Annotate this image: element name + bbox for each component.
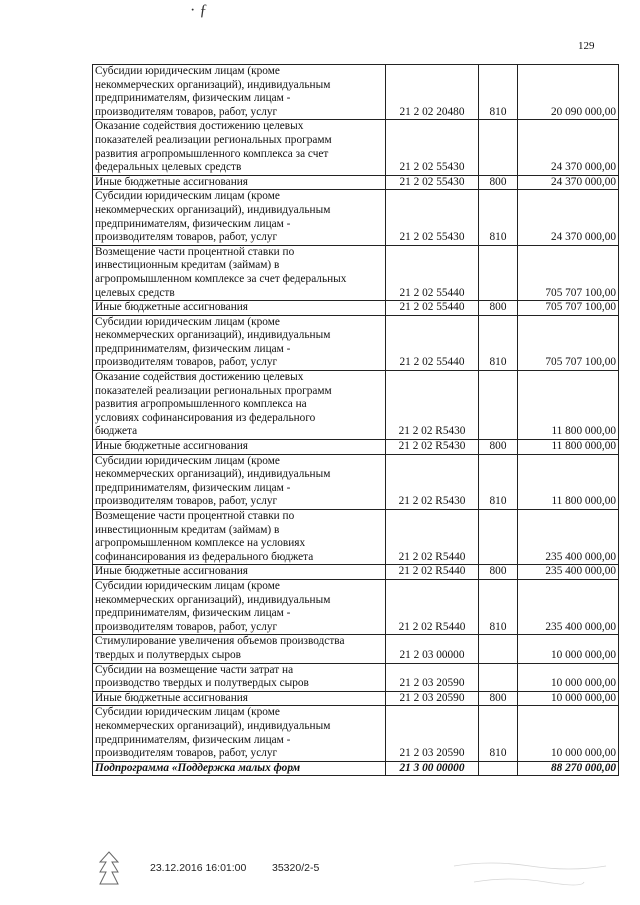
row-amount-cell: 24 370 000,00 xyxy=(518,190,619,245)
row-code-cell: 21 2 02 R5440 xyxy=(386,579,479,634)
row-name-line: Субсидии юридическим лицам (кроме xyxy=(95,190,280,203)
budget-table xyxy=(92,64,619,776)
row-amount-cell: 235 400 000,00 xyxy=(518,579,619,634)
row-name-line: Иные бюджетные ассигнования xyxy=(95,691,248,704)
table-row xyxy=(93,706,619,761)
row-code-cell: 21 2 02 R5440 xyxy=(386,565,479,580)
row-type-cell xyxy=(479,120,518,175)
row-name-line: некоммерческих организаций), индивидуальным xyxy=(95,203,331,216)
row-amount-cell: 10 000 000,00 xyxy=(518,663,619,691)
row-name-line: Субсидии юридическим лицам (кроме xyxy=(95,315,280,328)
row-name-line: Возмещение части процентной ставки по xyxy=(95,245,295,258)
row-name-line: производство твердых и полутвердых сыров xyxy=(95,677,309,690)
row-name-line: некоммерческих организаций), индивидуальным xyxy=(95,329,331,342)
row-name-line: предпринимателям, физическим лицам - xyxy=(95,607,291,620)
row-amount-cell: 705 707 100,00 xyxy=(518,301,619,316)
row-code-cell: 21 2 03 20590 xyxy=(386,706,479,761)
row-amount-cell: 24 370 000,00 xyxy=(518,175,619,190)
row-code-cell: 21 3 00 00000 xyxy=(386,761,479,776)
row-name-line: агропромышленном комплексе на условиях xyxy=(95,537,306,550)
row-name-cell xyxy=(93,663,386,691)
row-code-cell: 21 2 03 20590 xyxy=(386,691,479,706)
row-amount-cell: 10 000 000,00 xyxy=(518,635,619,663)
row-code-cell: 21 2 02 55440 xyxy=(386,315,479,370)
row-name-line: Возмещение части процентной ставки по xyxy=(95,510,295,522)
table-row xyxy=(93,120,619,175)
row-type-cell: 800 xyxy=(479,691,518,706)
row-name-line: производителям товаров, работ, услуг xyxy=(95,356,278,369)
table-row xyxy=(93,635,619,663)
page-number: 129 xyxy=(578,40,595,52)
row-name-line: некоммерческих организаций), индивидуальным xyxy=(95,468,331,481)
row-name-cell xyxy=(93,706,386,761)
row-name-line: агропромышленном комплексе за счет федеральных xyxy=(95,272,347,285)
footer-doc-number: 35320/2-5 xyxy=(272,862,320,874)
row-name-line: бюджета xyxy=(95,425,138,438)
row-code-cell: 21 2 02 20480 xyxy=(386,65,479,120)
row-type-cell xyxy=(479,663,518,691)
table-row xyxy=(93,510,619,565)
table-row xyxy=(93,301,619,316)
watermark-stamp xyxy=(450,856,610,890)
row-name-line: софинансирования из федерального бюджета xyxy=(95,550,314,563)
row-amount-cell: 235 400 000,00 xyxy=(518,510,619,565)
row-code-cell: 21 2 03 20590 xyxy=(386,663,479,691)
row-code-cell: 21 2 02 55430 xyxy=(386,190,479,245)
row-name-line: производителям товаров, работ, услуг xyxy=(95,620,278,633)
row-name-line: Иные бюджетные ассигнования xyxy=(95,565,248,578)
row-name-cell xyxy=(93,315,386,370)
row-code-cell: 21 2 03 00000 xyxy=(386,635,479,663)
row-amount-cell: 88 270 000,00 xyxy=(518,761,619,776)
row-code-cell: 21 2 02 R5430 xyxy=(386,371,479,440)
row-code-cell: 21 2 02 R5430 xyxy=(386,454,479,509)
row-type-cell: 800 xyxy=(479,301,518,316)
row-type-cell: 810 xyxy=(479,315,518,370)
row-amount-cell: 11 800 000,00 xyxy=(518,440,619,455)
row-name-cell xyxy=(93,65,386,120)
footer-date: 23.12.2016 16:01:00 xyxy=(150,862,247,874)
row-name-line: Оказание содействия достижению целевых xyxy=(95,371,304,384)
row-name-cell xyxy=(93,190,386,245)
row-name-line: Иные бюджетные ассигнования xyxy=(95,175,248,188)
table-row xyxy=(93,454,619,509)
row-type-cell: 810 xyxy=(479,706,518,761)
row-name-line: целевых средств xyxy=(95,286,175,299)
row-name-line: предпринимателям, физическим лицам - xyxy=(95,92,291,105)
row-name-line: Стимулирование увеличения объемов производства xyxy=(95,635,345,648)
row-code-cell: 21 2 02 R5430 xyxy=(386,440,479,455)
row-name-line: предпринимателям, физическим лицам - xyxy=(95,342,291,355)
row-name-line: Подпрограмма «Поддержка малых форм xyxy=(95,761,301,774)
row-name-line: предпринимателям, физическим лицам - xyxy=(95,217,291,230)
row-name-line: предпринимателям, физическим лицам - xyxy=(95,733,291,746)
table-row xyxy=(93,245,619,300)
row-name-cell xyxy=(93,245,386,300)
table-row xyxy=(93,65,619,120)
row-name-line: условиях софинансирования из федерального xyxy=(95,411,316,424)
row-name-line: инвестиционным кредитам (займам) в xyxy=(95,259,280,272)
row-name-line: некоммерческих организаций), индивидуальным xyxy=(95,78,331,91)
row-name-line: развития агропромышленного комплекса на xyxy=(95,398,307,411)
row-type-cell: 810 xyxy=(479,190,518,245)
row-name-line: производителям товаров, работ, услуг xyxy=(95,747,278,760)
row-amount-cell: 20 090 000,00 xyxy=(518,65,619,120)
table-row xyxy=(93,190,619,245)
row-name-line: Субсидии юридическим лицам (кроме xyxy=(95,579,280,592)
row-code-cell: 21 2 02 55430 xyxy=(386,120,479,175)
row-type-cell: 810 xyxy=(479,579,518,634)
row-amount-cell: 10 000 000,00 xyxy=(518,706,619,761)
row-name-line: Иные бюджетные ассигнования xyxy=(95,301,248,314)
row-code-cell: 21 2 02 55440 xyxy=(386,245,479,300)
row-name-line: производителям товаров, работ, услуг xyxy=(95,105,278,118)
row-name-line: твердых и полутвердых сыров xyxy=(95,648,241,661)
row-name-cell xyxy=(93,454,386,509)
row-name-cell xyxy=(93,120,386,175)
row-name-cell xyxy=(93,579,386,634)
row-name-line: инвестиционным кредитам (займам) в xyxy=(95,523,280,536)
row-code-cell: 21 2 02 R5440 xyxy=(386,510,479,565)
table-row xyxy=(93,175,619,190)
row-name-cell xyxy=(93,175,386,190)
row-name-cell xyxy=(93,301,386,316)
row-name-line: Субсидии юридическим лицам (кроме xyxy=(95,65,280,77)
row-name-line: Субсидии на возмещение части затрат на xyxy=(95,663,294,676)
row-name-cell xyxy=(93,635,386,663)
row-name-line: производителям товаров, работ, услуг xyxy=(95,231,278,244)
budget-table-body xyxy=(93,65,619,776)
table-row xyxy=(93,663,619,691)
row-name-line: показателей реализации региональных программ xyxy=(95,133,332,146)
row-amount-cell: 705 707 100,00 xyxy=(518,315,619,370)
row-amount-cell: 235 400 000,00 xyxy=(518,565,619,580)
row-type-cell: 800 xyxy=(479,440,518,455)
row-name-line: некоммерческих организаций), индивидуальным xyxy=(95,593,331,606)
table-row xyxy=(93,440,619,455)
row-code-cell: 21 2 02 55430 xyxy=(386,175,479,190)
row-amount-cell: 11 800 000,00 xyxy=(518,371,619,440)
row-name-cell xyxy=(93,510,386,565)
row-type-cell: 810 xyxy=(479,65,518,120)
table-row xyxy=(93,315,619,370)
row-name-cell xyxy=(93,691,386,706)
handwritten-mark: · ƒ xyxy=(190,2,208,19)
row-type-cell xyxy=(479,245,518,300)
row-type-cell xyxy=(479,761,518,776)
row-name-cell xyxy=(93,565,386,580)
row-name-line: Оказание содействия достижению целевых xyxy=(95,120,304,133)
row-name-line: показателей реализации региональных программ xyxy=(95,384,332,397)
row-type-cell xyxy=(479,510,518,565)
document-stamp-icon xyxy=(98,850,120,890)
row-name-line: Иные бюджетные ассигнования xyxy=(95,440,248,453)
table-row xyxy=(93,371,619,440)
table-row xyxy=(93,691,619,706)
table-row xyxy=(93,761,619,776)
row-name-line: Субсидии юридическим лицам (кроме xyxy=(95,706,280,719)
row-code-cell: 21 2 02 55440 xyxy=(386,301,479,316)
table-row xyxy=(93,579,619,634)
row-name-line: Субсидии юридическим лицам (кроме xyxy=(95,454,280,467)
row-name-line: производителям товаров, работ, услуг xyxy=(95,495,278,508)
row-type-cell xyxy=(479,635,518,663)
row-type-cell xyxy=(479,371,518,440)
table-row xyxy=(93,565,619,580)
row-type-cell: 800 xyxy=(479,565,518,580)
row-name-line: некоммерческих организаций), индивидуальным xyxy=(95,719,331,732)
row-amount-cell: 11 800 000,00 xyxy=(518,454,619,509)
row-amount-cell: 24 370 000,00 xyxy=(518,120,619,175)
row-amount-cell: 705 707 100,00 xyxy=(518,245,619,300)
row-name-line: федеральных целевых средств xyxy=(95,161,242,174)
row-name-line: развития агропромышленного комплекса за счет xyxy=(95,147,329,160)
row-name-cell xyxy=(93,440,386,455)
row-type-cell: 800 xyxy=(479,175,518,190)
row-name-line: предпринимателям, физическим лицам - xyxy=(95,481,291,494)
row-type-cell: 810 xyxy=(479,454,518,509)
row-name-cell xyxy=(93,761,386,776)
row-name-cell xyxy=(93,371,386,440)
row-amount-cell: 10 000 000,00 xyxy=(518,691,619,706)
